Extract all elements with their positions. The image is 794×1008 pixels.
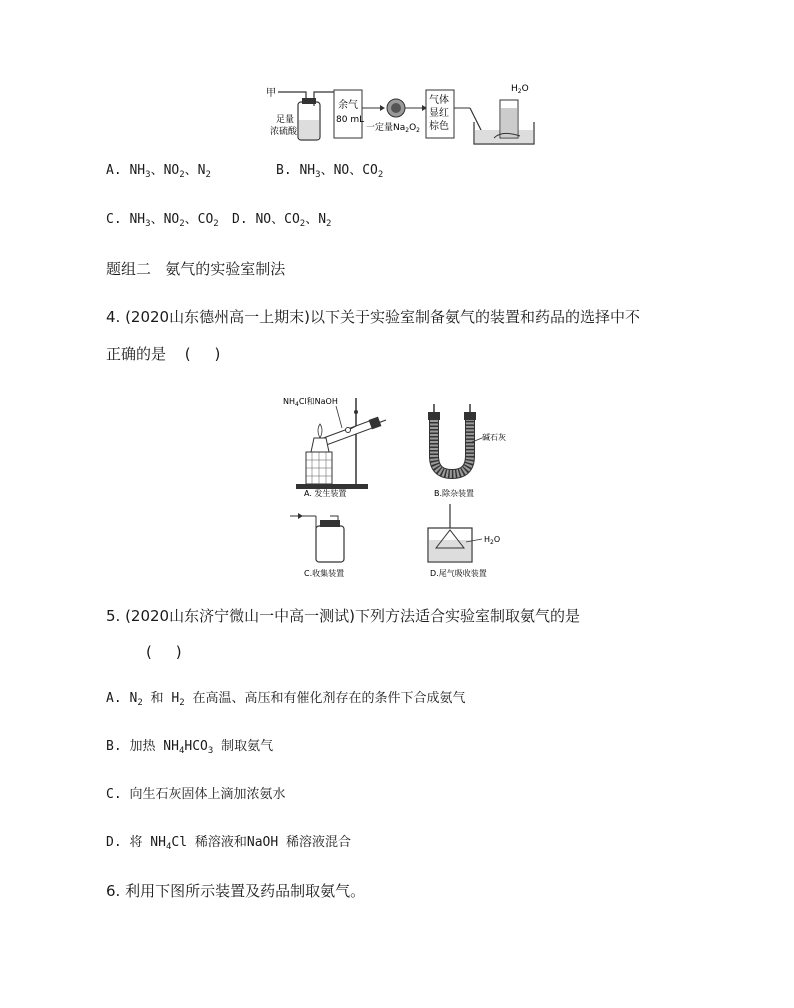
- option-a-text: 、N: [184, 163, 206, 178]
- q5-option-a-text: 和 H: [142, 691, 180, 706]
- box1-line2: 80 mL: [336, 115, 365, 125]
- option-d-sub: 2: [299, 219, 306, 229]
- q5-option-d[interactable]: [106, 833, 351, 857]
- gas-label: 甲: [266, 88, 276, 99]
- lamp-block: [306, 452, 332, 484]
- option-d[interactable]: [232, 210, 331, 234]
- option-a-text: A. NH: [106, 163, 146, 178]
- option-b-sub: 2: [377, 170, 384, 180]
- option-c-text: 、NO: [150, 212, 180, 227]
- acid-label-line1: 足量: [276, 115, 295, 125]
- soda-lime-label: 碱石灰: [482, 433, 506, 442]
- q5-option-d-text: Cl 稀溶液和NaOH 稀溶液混合: [171, 835, 352, 850]
- option-b-text: B. NH: [276, 163, 316, 178]
- question-6-line1: 6. 利用下图所示装置及药品制取氨气。: [106, 882, 366, 900]
- option-d-sub: 2: [326, 219, 332, 229]
- q5-option-b-sub: 3: [207, 746, 214, 756]
- option-c[interactable]: [106, 210, 219, 234]
- section-title: 题组二 氨气的实验室制法: [106, 260, 286, 278]
- box2-line3: 棕色: [429, 121, 449, 132]
- acid-label-line2: 浓硫酸: [270, 127, 298, 137]
- q5-option-a-text: A. N: [106, 691, 138, 706]
- box1-line1: 余气: [338, 100, 358, 111]
- answer-blank[interactable]: ( ): [184, 345, 221, 363]
- na2o2-label: 一定量$Na_2O_2$: [366, 123, 420, 134]
- residual-gas-box: [334, 90, 365, 138]
- q5-option-b-sub: 4: [178, 746, 185, 756]
- question-5-line1: 5. (2020山东济宁微山一中高一测试)下列方法适合实验室制取氨气的是: [106, 607, 580, 625]
- option-d-text: D. NO、CO: [232, 212, 300, 227]
- box2-line2: 显红: [429, 108, 449, 119]
- water-label: $H_2O$: [511, 84, 529, 95]
- option-c-text: 、CO: [184, 212, 214, 227]
- question-4-line2: [106, 344, 220, 364]
- reagent-label: $NH_4Cl$和NaOH: [283, 397, 338, 408]
- q5-option-b[interactable]: [106, 737, 273, 761]
- q5-option-b-text: 制取氨气: [213, 739, 274, 754]
- option-b-sub: 3: [315, 170, 321, 180]
- gas-apparatus-figure: [262, 78, 540, 148]
- caption-d: D.尾气吸收装置: [430, 569, 487, 578]
- option-a-sub: 3: [145, 170, 151, 180]
- q5-option-b-text: B. 加热 NH: [106, 739, 179, 754]
- q5-option-a[interactable]: [106, 689, 465, 713]
- option-a-sub: 2: [205, 170, 211, 180]
- q5-option-d-text: D. 将 NH: [106, 835, 166, 850]
- option-a[interactable]: [106, 161, 211, 185]
- collection-bottle: [316, 526, 344, 562]
- q5-option-a-sub: 2: [179, 698, 185, 708]
- box2-line1: 气体: [429, 95, 449, 106]
- option-c-sub: 3: [145, 219, 151, 229]
- option-c-sub: 2: [179, 219, 185, 229]
- option-b-text: 、NO、CO: [320, 163, 378, 178]
- d-water-label: $H_2O$: [484, 535, 501, 546]
- caption-a: A. 发生装置: [304, 489, 347, 498]
- option-b[interactable]: [276, 161, 383, 185]
- question-4-stem-end: 正确的是: [106, 345, 167, 363]
- option-a-text: 、NO: [150, 163, 180, 178]
- option-c-sub: 2: [213, 219, 219, 229]
- ammonia-apparatus-figure: [276, 390, 524, 582]
- answer-blank-q5[interactable]: ( ): [146, 643, 182, 661]
- question-4-line1: 4. (2020山东德州高一上期末)以下关于实验室制备氨气的装置和药品的选择中不: [106, 308, 640, 326]
- q5-option-c[interactable]: [106, 785, 285, 805]
- q5-option-c-text: C. 向生石灰固体上滴加浓氨水: [106, 787, 286, 802]
- option-c-text: C. NH: [106, 212, 146, 227]
- u-tube: [428, 404, 476, 474]
- q5-option-b-text: HCO: [184, 739, 208, 754]
- q5-option-d-sub: 4: [165, 842, 172, 852]
- option-a-sub: 2: [179, 170, 185, 180]
- q5-option-a-text: 在高温、高压和有催化剂存在的条件下合成氨气: [184, 691, 466, 706]
- q5-option-a-sub: 2: [137, 698, 143, 708]
- caption-c: C.收集装置: [304, 569, 345, 578]
- caption-b: B.除杂装置: [434, 489, 475, 498]
- option-d-text: 、N: [305, 212, 327, 227]
